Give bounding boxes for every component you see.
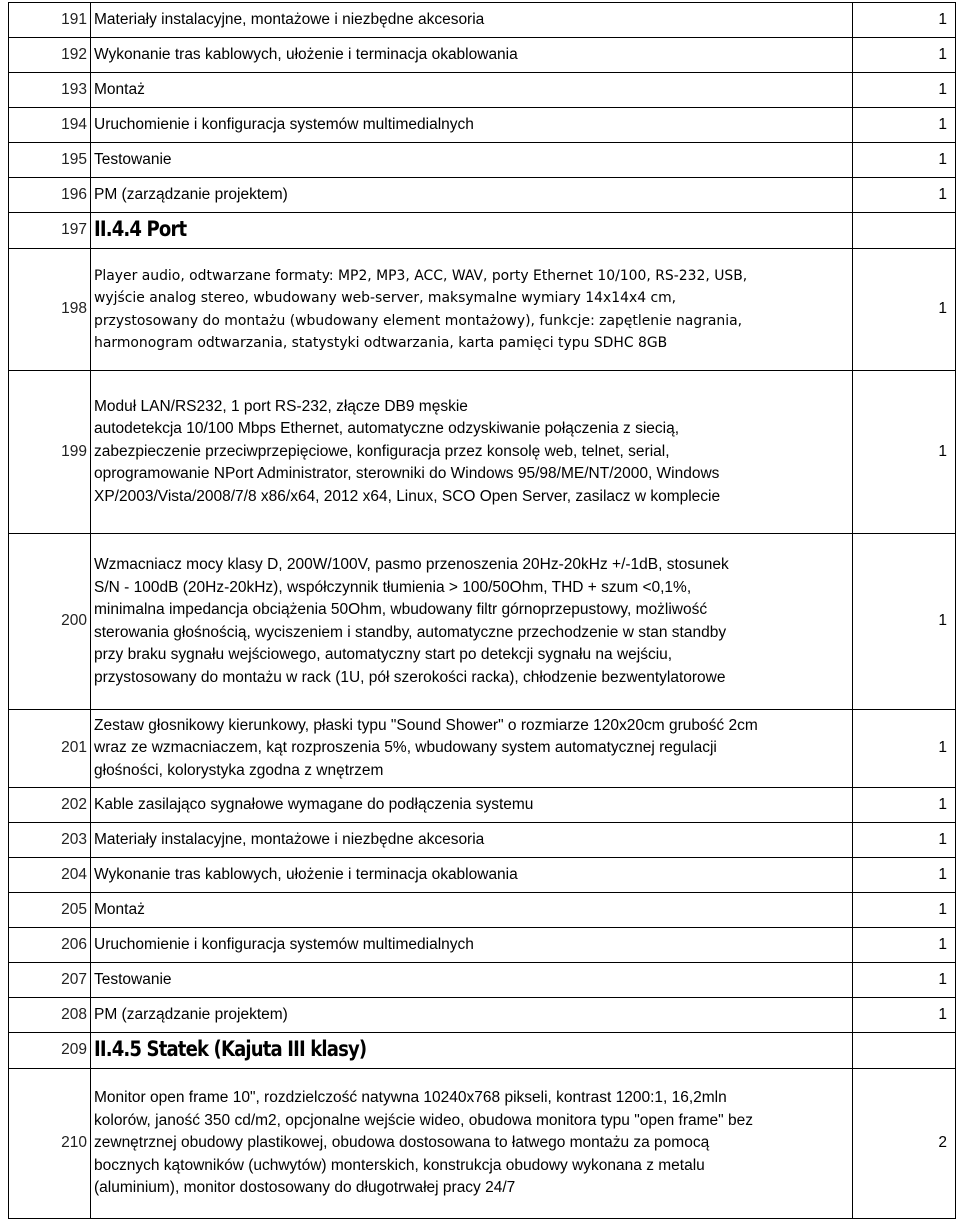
item-description-text: Uruchomienie i konfiguracja systemów multimedialnych xyxy=(94,935,474,953)
item-description xyxy=(91,73,853,108)
table-row xyxy=(9,963,956,998)
item-description-text: Testowanie xyxy=(94,970,172,988)
item-description-text: Materiały instalacyjne, montażowe i niezbędne akcesoria xyxy=(94,10,485,28)
item-description xyxy=(91,710,853,788)
item-description xyxy=(91,249,853,371)
item-quantity: 1 xyxy=(853,823,956,858)
item-quantity: 1 xyxy=(853,178,956,213)
table-row xyxy=(9,143,956,178)
item-description-text: Monitor open frame 10", rozdzielczość natywna 10240x768 pikseli, kontrast 1200:1, 16,2mln kolorów, janość 350 cd/m2, opcjonalne wejście wideo, obudowa monitora typu "open frame" bez zewnętrznej obudowy plastikowej, obudowa dostosowana to łatwego montażu za pomocą bocznych kątowników (uchwytów) monterskich, konstrukcja obudowy wykonana z metalu (aluminium), monitor dostosowany do długotrwałej pracy 24/7 xyxy=(94,1089,753,1197)
item-quantity: 1 xyxy=(853,38,956,73)
row-number: 198 xyxy=(9,249,91,371)
item-description-text: Montaż xyxy=(94,900,145,918)
table-row xyxy=(9,1033,956,1069)
table-row xyxy=(9,3,956,38)
item-quantity: 1 xyxy=(853,534,956,710)
item-description xyxy=(91,534,853,710)
row-number: 194 xyxy=(9,108,91,143)
item-description-text: PM (zarządzanie projektem) xyxy=(94,1005,288,1023)
item-description-text: Kable zasilająco sygnałowe wymagane do podłączenia systemu xyxy=(94,795,534,813)
table-row xyxy=(9,823,956,858)
table-row xyxy=(9,108,956,143)
item-description-text: Montaż xyxy=(94,80,145,98)
row-number: 200 xyxy=(9,534,91,710)
table-body xyxy=(9,3,956,1219)
item-quantity: 1 xyxy=(853,3,956,38)
item-quantity: 1 xyxy=(853,371,956,534)
item-description-text: Testowanie xyxy=(94,150,172,168)
row-number: 203 xyxy=(9,823,91,858)
item-description-text: Wykonanie tras kablowych, ułożenie i terminacja okablowania xyxy=(94,45,518,63)
item-description-text: PM (zarządzanie projektem) xyxy=(94,185,288,203)
item-quantity: 1 xyxy=(853,928,956,963)
item-description xyxy=(91,893,853,928)
item-description xyxy=(91,178,853,213)
item-quantity xyxy=(853,1033,956,1069)
row-number: 193 xyxy=(9,73,91,108)
row-number: 191 xyxy=(9,3,91,38)
table-row xyxy=(9,534,956,710)
item-description xyxy=(91,108,853,143)
item-quantity: 1 xyxy=(853,998,956,1033)
table-row xyxy=(9,38,956,73)
item-description-text: Materiały instalacyjne, montażowe i niezbędne akcesoria xyxy=(94,830,485,848)
item-quantity xyxy=(853,213,956,249)
item-description-text: Zestaw głosnikowy kierunkowy, płaski typu "Sound Shower" o rozmiarze 120x20cm grubość 2cm wraz ze wzmacniaczem, kąt rozproszenia 5%, wbudowany system automatycznej regulacji głośności, kolorystyka zgodna z wnętrzem xyxy=(94,716,758,779)
item-quantity: 1 xyxy=(853,249,956,371)
item-description-text: Wzmacniacz mocy klasy D, 200W/100V, pasmo przenoszenia 20Hz-20kHz +/-1dB, stosunek S/N - 100dB (20Hz-20kHz), współczynnik tłumienia > 100/50Ohm, THD + szum <0,1%, minimalna impedancja obciążenia 50Ohm, wbudowany filtr górnoprzepustowy, możliwość sterowania głośnością, wyciszeniem i standby, automatyczne przechodzenie w stan standby przy braku sygnału wejściowego, automatyczny start po detekcji sygnału na wejściu, przystosowany do montażu w rack (1U, pół szerokości racka), chłodzenie bezwentylatorowe xyxy=(94,556,729,686)
item-description xyxy=(91,823,853,858)
item-description-text: Wykonanie tras kablowych, ułożenie i terminacja okablowania xyxy=(94,865,518,883)
row-number: 199 xyxy=(9,371,91,534)
table-row xyxy=(9,710,956,788)
row-number: 196 xyxy=(9,178,91,213)
item-quantity: 1 xyxy=(853,143,956,178)
item-description xyxy=(91,998,853,1033)
item-quantity: 1 xyxy=(853,73,956,108)
row-number: 195 xyxy=(9,143,91,178)
row-number: 207 xyxy=(9,963,91,998)
table-row xyxy=(9,1069,956,1219)
item-description xyxy=(91,788,853,823)
item-description xyxy=(91,143,853,178)
section-heading-text: II.4.5 Statek (Kajuta III klasy) xyxy=(94,1036,367,1061)
table-row xyxy=(9,213,956,249)
item-description-text: Player audio, odtwarzane formaty: MP2, MP3, ACC, WAV, porty Ethernet 10/100, RS-232, USB, wyjście analog stereo, wbudowany web-server, maksymalne wymiary 14x14x4 cm, przystosowany do montażu (wbudowany element montażowy), funkcje: zapętlenie nagrania, harmonogram odtwarzania, statystyki odtwarzania, karta pamięci typu SDHC 8GB xyxy=(94,267,748,351)
row-number: 210 xyxy=(9,1069,91,1219)
table-row xyxy=(9,788,956,823)
item-description xyxy=(91,3,853,38)
row-number: 204 xyxy=(9,858,91,893)
item-description xyxy=(91,38,853,73)
section-heading xyxy=(91,1033,853,1069)
row-number: 192 xyxy=(9,38,91,73)
row-number: 197 xyxy=(9,213,91,249)
item-quantity: 1 xyxy=(853,893,956,928)
item-description-text: Moduł LAN/RS232, 1 port RS-232, złącze DB9 męskie autodetekcja 10/100 Mbps Ethernet, automatyczne odzyskiwanie połączenia z siecią, zabezpieczenie przeciwprzepięciowe, konfiguracja przez konsolę web, telnet, serial, oprogramowanie NPort Administrator, sterowniki do Windows 95/98/ME/NT/2000, Windows XP/2003/Vista/2008/7/8 x86/x64, 2012 x64, Linux, SCO Open Server, zasilacz w komplecie xyxy=(94,397,721,505)
item-description xyxy=(91,928,853,963)
table-row xyxy=(9,928,956,963)
item-quantity: 2 xyxy=(853,1069,956,1219)
row-number: 201 xyxy=(9,710,91,788)
section-heading-text: II.4.4 Port xyxy=(94,216,187,241)
row-number: 206 xyxy=(9,928,91,963)
item-quantity: 1 xyxy=(853,963,956,998)
table-row xyxy=(9,249,956,371)
table-row xyxy=(9,178,956,213)
table-row xyxy=(9,858,956,893)
row-number: 205 xyxy=(9,893,91,928)
item-quantity: 1 xyxy=(853,108,956,143)
item-description xyxy=(91,1069,853,1219)
item-quantity: 1 xyxy=(853,788,956,823)
section-heading xyxy=(91,213,853,249)
row-number: 202 xyxy=(9,788,91,823)
item-description-text: Uruchomienie i konfiguracja systemów multimedialnych xyxy=(94,115,474,133)
item-description xyxy=(91,371,853,534)
item-quantity: 1 xyxy=(853,858,956,893)
specification-table xyxy=(8,2,956,1219)
row-number: 208 xyxy=(9,998,91,1033)
table-row xyxy=(9,998,956,1033)
table-row xyxy=(9,73,956,108)
item-description xyxy=(91,963,853,998)
table-row xyxy=(9,371,956,534)
row-number: 209 xyxy=(9,1033,91,1069)
item-description xyxy=(91,858,853,893)
table-row xyxy=(9,893,956,928)
item-quantity: 1 xyxy=(853,710,956,788)
